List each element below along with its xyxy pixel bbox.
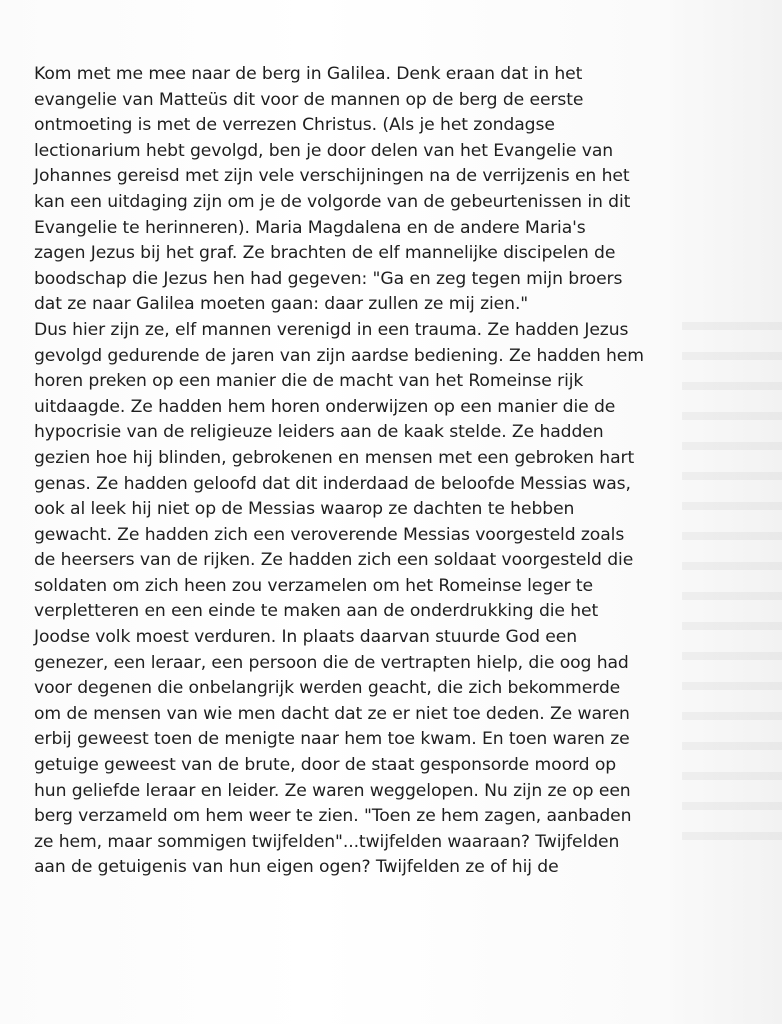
text-line: hypocrisie van de religieuze leiders aan de kaak stelde. Ze hadden bbox=[34, 422, 604, 443]
text-line: boodschap die Jezus hen had gegeven: "Ga en zeg tegen mijn broers bbox=[34, 268, 623, 289]
text-line: aan de getuigenis van hun eigen ogen? Twijfelden ze of hij de bbox=[34, 857, 559, 878]
text-line: de heersers van de rijken. Ze hadden zich een soldaat voorgesteld die bbox=[34, 550, 634, 571]
text-line: genezer, een leraar, een persoon die de vertrapten hielp, die oog had bbox=[34, 652, 629, 673]
text-line: uitdaagde. Ze hadden hem horen onderwijzen op een manier die de bbox=[34, 396, 616, 417]
text-line: Kom met me mee naar de berg in Galilea. Denk eraan dat in het bbox=[34, 64, 583, 84]
text-line: ze hem, maar sommigen twijfelden"...twijfelden waaraan? Twijfelden bbox=[34, 831, 620, 852]
text-line: dat ze naar Galilea moeten gaan: daar zullen ze mij zien." bbox=[34, 294, 529, 315]
text-line: getuige geweest van de brute, door de staat gesponsorde moord op bbox=[34, 755, 617, 776]
text-line: soldaten om zich heen zou verzamelen om het Romeinse leger te bbox=[34, 575, 593, 596]
text-line: berg verzameld om hem weer te zien. "Toen ze hem zagen, aanbaden bbox=[34, 806, 632, 827]
text-line: verpletteren en een einde te maken aan de onderdrukking die het bbox=[34, 601, 599, 622]
text-line: Dus hier zijn ze, elf mannen verenigd in een trauma. Ze hadden Jezus bbox=[34, 319, 629, 340]
text-line: gezien hoe hij blinden, gebrokenen en mensen met een gebroken hart bbox=[34, 447, 635, 468]
text-line: Evangelie te herinneren). Maria Magdalena en de andere Maria's bbox=[34, 217, 586, 238]
body-text bbox=[34, 62, 750, 881]
text-line: gevolgd gedurende de jaren van zijn aardse bediening. Ze hadden hem bbox=[34, 345, 644, 366]
text-line: ook al leek hij niet op de Messias waarop ze dachten te hebben bbox=[34, 499, 575, 520]
text-line: kan een uitdaging zijn om je de volgorde van de gebeurtenissen in dit bbox=[34, 191, 631, 212]
text-line: hun geliefde leraar en leider. Ze waren weggelopen. Nu zijn ze op een bbox=[34, 780, 631, 801]
text-line: voor degenen die onbelangrijk werden geacht, die zich bekommerde bbox=[34, 678, 621, 699]
text-line: zagen Jezus bij het graf. Ze brachten de elf mannelijke discipelen de bbox=[34, 243, 616, 264]
text-line: om de mensen van wie men dacht dat ze er niet toe deden. Ze waren bbox=[34, 703, 630, 724]
text-line: evangelie van Matteüs dit voor de mannen op de berg de eerste bbox=[34, 89, 584, 110]
text-line: Johannes gereisd met zijn vele verschijningen na de verrijzenis en het bbox=[34, 166, 630, 187]
text-line: horen preken op een manier die de macht van het Romeinse rijk bbox=[34, 371, 584, 392]
text-line: Joodse volk moest verduren. In plaats daarvan stuurde God een bbox=[34, 627, 578, 648]
text-line: gewacht. Ze hadden zich een veroverende Messias voorgesteld zoals bbox=[34, 524, 625, 545]
text-line: ontmoeting is met de verrezen Christus. (Als je het zondagse bbox=[34, 115, 555, 136]
text-line: lectionarium hebt gevolgd, ben je door delen van het Evangelie van bbox=[34, 140, 614, 161]
text-line: genas. Ze hadden geloofd dat dit inderdaad de beloofde Messias was, bbox=[34, 473, 631, 494]
text-line: erbij geweest toen de menigte naar hem toe kwam. En toen waren ze bbox=[34, 729, 630, 750]
